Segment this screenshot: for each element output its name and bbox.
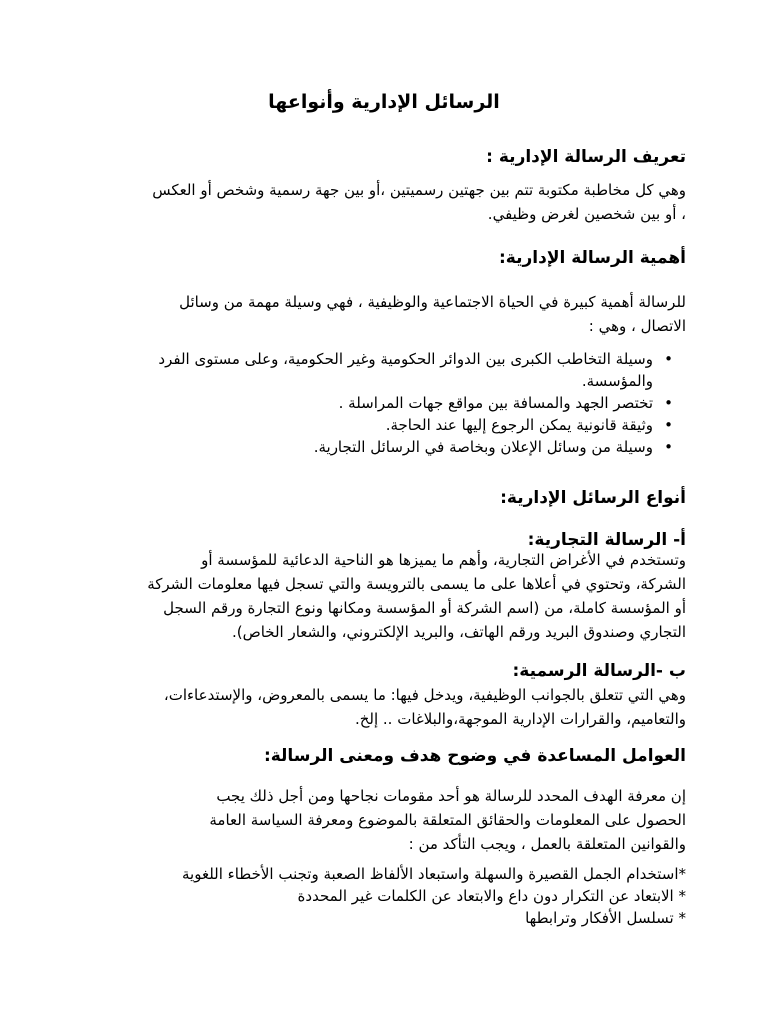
commercial-line: التجاري وصندوق البريد ورقم الهاتف، والبريد الإلكتروني، والشعار الخاص). (231, 623, 686, 641)
list-item: • وثيقة قانونية يمكن الرجوع إليها عند الحاجة. (82, 414, 686, 436)
official-paragraph (82, 683, 686, 731)
official-line: والتعاميم، والقرارات الإدارية الموجهة،والبلاغات .. إلخ. (354, 710, 686, 728)
factors-line: الحصول على المعلومات والحقائق المتعلقة بالموضوع ومعرفة السياسة العامة (209, 811, 686, 829)
list-item: * تسلسل الأفكار وترابطها (525, 909, 686, 927)
list-item: *استخدام الجمل القصيرة والسهلة واستبعاد الألفاظ الصعبة وتجنب الأخطاء اللغوية (182, 865, 686, 883)
official-heading: ب -الرسالة الرسمية: (512, 661, 686, 681)
definition-line: ، أو بين شخصين لغرض وظيفي. (487, 205, 686, 223)
commercial-line: وتستخدم في الأغراض التجارية، وأهم ما يميزها هو الناحية الدعائية للمؤسسة أو (201, 551, 686, 569)
list-item: • تختصر الجهد والمسافة بين مواقع جهات المراسلة . (82, 392, 686, 414)
factors-line: والقوانين المتعلقة بالعمل ، ويجب التأكد من : (408, 835, 686, 853)
factors-checklist (82, 863, 686, 929)
definition-paragraph (82, 178, 686, 226)
definition-line: وهي كل مخاطبة مكتوبة تتم بين جهتين رسميتين ،أو بين جهة رسمية وشخص أو العكس (152, 181, 686, 199)
list-item: • وسيلة التخاطب الكبرى بين الدوائر الحكومية وغير الحكومية، وعلى مستوى الفرد والمؤسسة. (82, 348, 686, 392)
official-line: وهي التي تتعلق بالجوانب الوظيفية، ويدخل فيها: ما يسمى بالمعروض، والإستدعاءات، (163, 686, 686, 704)
factors-line: إن معرفة الهدف المحدد للرسالة هو أحد مقومات نجاحها ومن أجل ذلك يجب (216, 787, 686, 805)
importance-intro (82, 290, 686, 338)
factors-paragraph (82, 784, 686, 856)
list-item: • وسيلة من وسائل الإعلان وبخاصة في الرسائل التجارية. (82, 436, 686, 458)
importance-intro-line: للرسالة أهمية كبيرة في الحياة الاجتماعية والوظيفية ، فهي وسيلة مهمة من وسائل (179, 293, 686, 311)
importance-list (82, 348, 686, 458)
commercial-line: الشركة، وتحتوي في أعلاها على ما يسمى بالترويسة والتي تسجل فيها معلومات الشركة (147, 575, 686, 593)
factors-heading: العوامل المساعدة في وضوح هدف ومعنى الرسالة: (263, 746, 686, 766)
importance-intro-line: الاتصال ، وهي : (588, 317, 686, 335)
types-heading: أنواع الرسائل الإدارية: (500, 488, 686, 508)
page-title: الرسائل الإدارية وأنواعها (268, 91, 500, 113)
commercial-heading: أ- الرسالة التجارية: (527, 530, 686, 550)
definition-heading: تعريف الرسالة الإدارية : (486, 147, 686, 167)
importance-heading: أهمية الرسالة الإدارية: (499, 248, 686, 268)
commercial-paragraph (82, 548, 686, 644)
list-item: * الابتعاد عن التكرار دون داع والابتعاد عن الكلمات غير المحددة (297, 887, 686, 905)
commercial-line: أو المؤسسة كاملة، من (اسم الشركة أو المؤسسة ومكانها ونوع التجارة ورقم السجل (163, 599, 686, 617)
